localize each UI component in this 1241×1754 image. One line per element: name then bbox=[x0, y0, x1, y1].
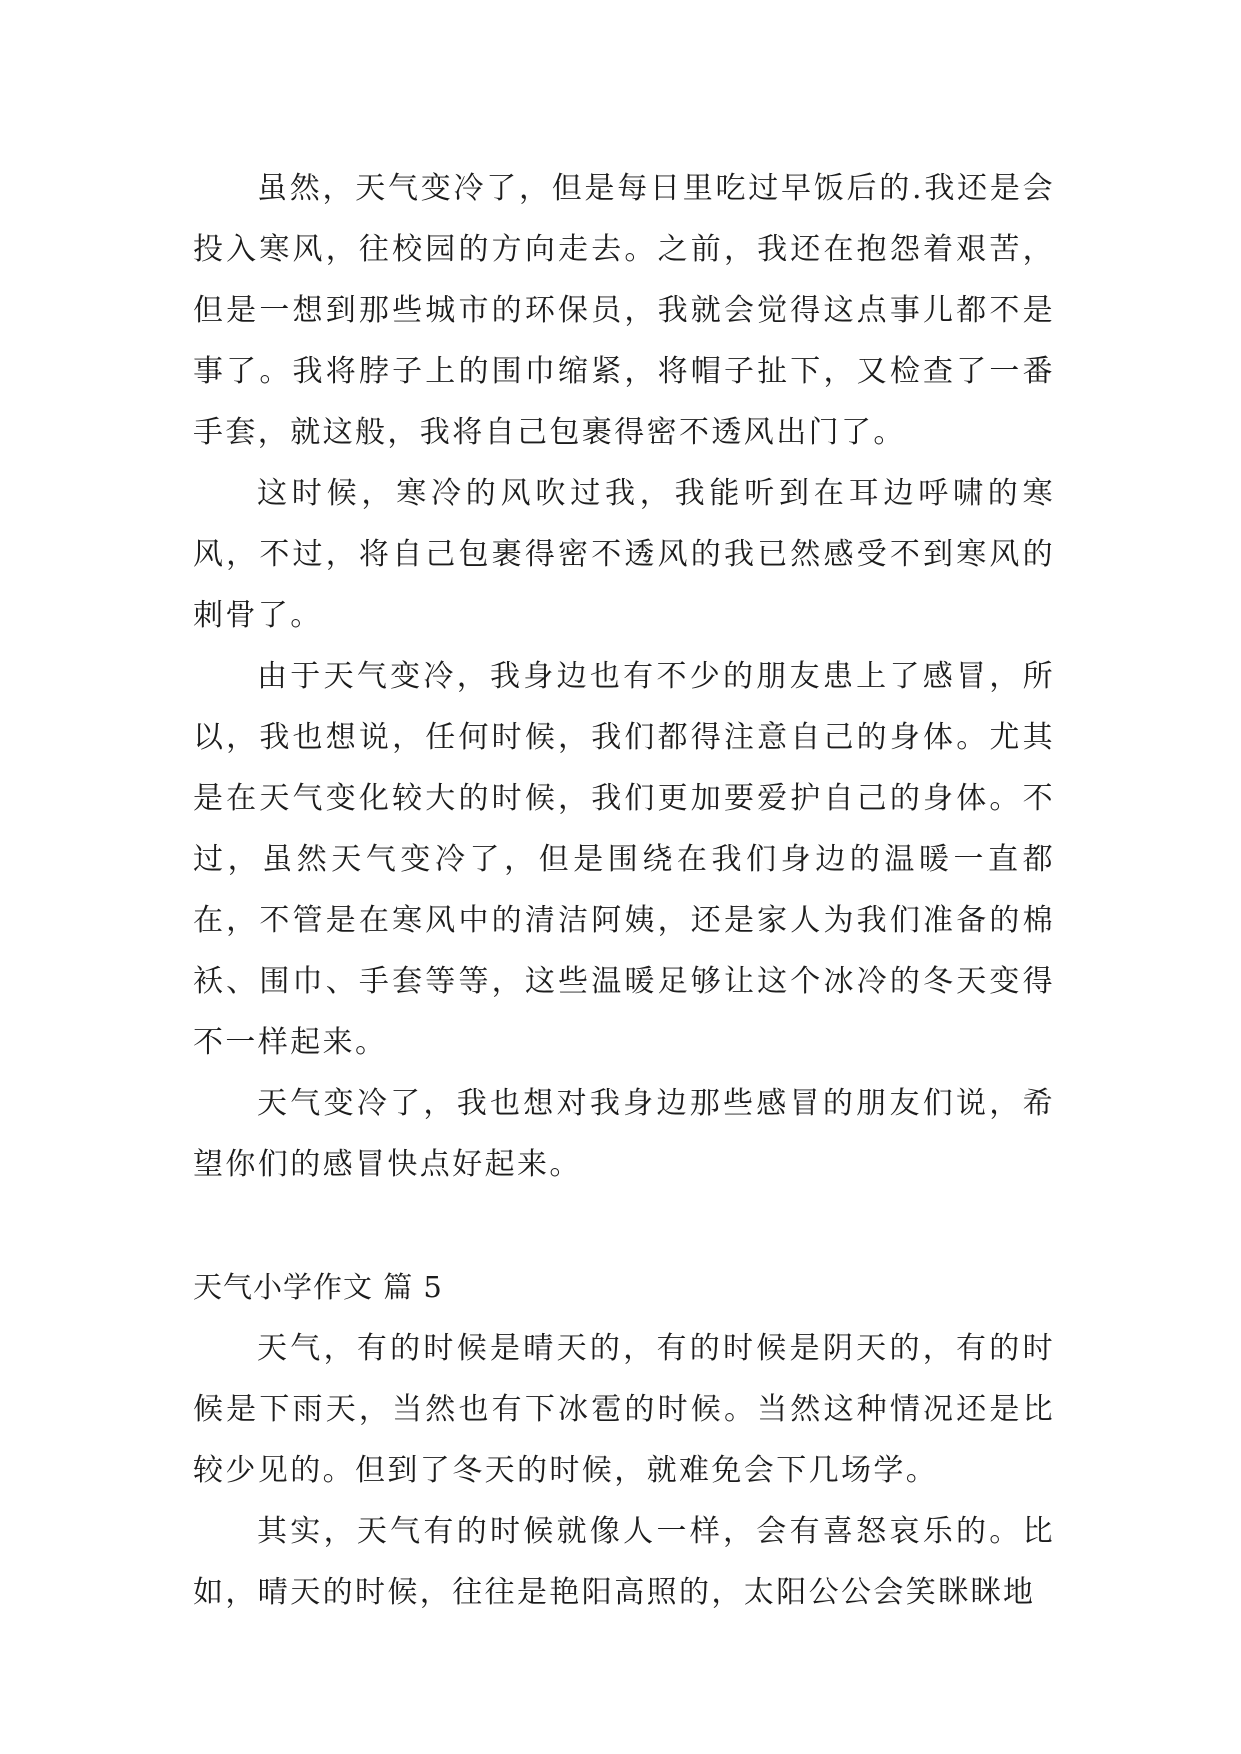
paragraph: 其实，天气有的时候就像人一样，会有喜怒哀乐的。比如，晴天的时候，往往是艳阳高照的，太阳公公会笑眯眯地 bbox=[193, 1514, 1055, 1610]
paragraph: 天气，有的时候是晴天的，有的时候是阴天的，有的时候是下雨天，当然也有下冰雹的时候。当然这种情况还是比较少见的。但到了冬天的时候，就难免会下几场学。 bbox=[193, 1331, 1055, 1488]
paragraph: 由于天气变冷，我身边也有不少的朋友患上了感冒，所以，我也想说，任何时候，我们都得注意自己的身体。尤其是在天气变化较大的时候，我们更加要爱护自己的身体。不过，虽然天气变冷了，但是围绕在我们身边的温暖一直都在，不管是在寒风中的清洁阿姨，还是家人为我们准备的棉袄、围巾、手套等等，这些温暖足够让这个冰冷的冬天变得不一样起来。 bbox=[193, 659, 1055, 1060]
paragraph: 虽然，天气变冷了，但是每日里吃过早饭后的.我还是会投入寒风，往校园的方向走去。之前，我还在抱怨着艰苦，但是一想到那些城市的环保员，我就会觉得这点事儿都不是事了。我将脖子上的围巾缩紧，将帽子扯下，又检查了一番手套，就这般，我将自己包裹得密不透风出门了。 bbox=[193, 171, 1055, 450]
paragraph: 天气变冷了，我也想对我身边那些感冒的朋友们说，希望你们的感冒快点好起来。 bbox=[193, 1086, 1055, 1182]
paragraph: 这时候，寒冷的风吹过我，我能听到在耳边呼啸的寒风，不过，将自己包裹得密不透风的我已然感受不到寒风的刺骨了。 bbox=[193, 476, 1055, 633]
document-body bbox=[193, 158, 1055, 1623]
section-title: 天气小学作文 篇 5 bbox=[193, 1270, 443, 1304]
